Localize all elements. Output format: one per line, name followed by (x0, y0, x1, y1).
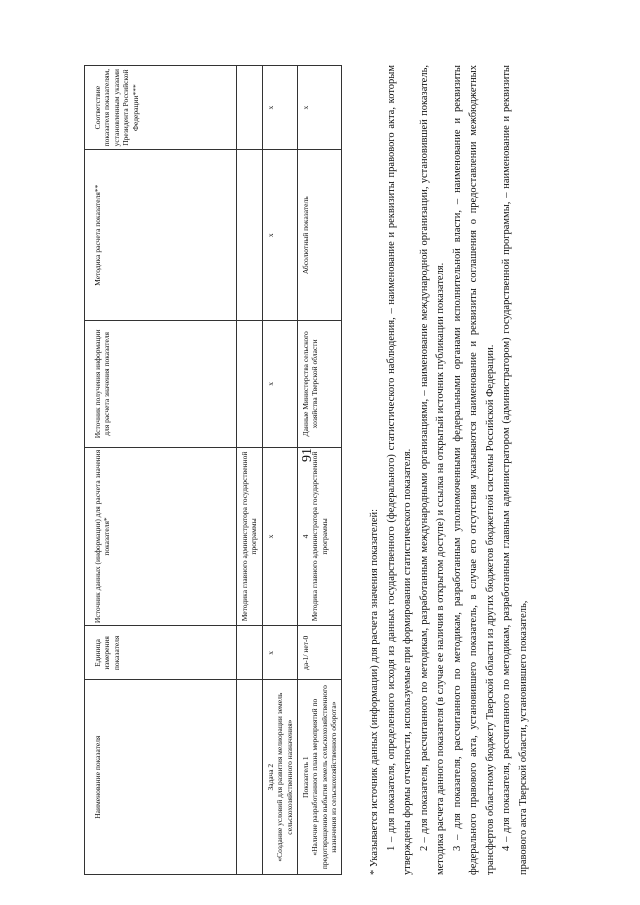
task-source: х (262, 447, 297, 626)
header-data-source: Источник данных (информации) для расчета значения показателя* (85, 447, 237, 626)
task-cell (262, 680, 297, 875)
indicator-origin: Данные Министерства сельского хозяйства Тверской области (297, 321, 342, 447)
task-decree: х (262, 66, 297, 150)
footnote-item: 4 – для показателя, рассчитанного по методикам, разработанным главным администратором (администратором) государственной программы, – наименование и реквизиты правового акта Тверской области, установившего показатель, (501, 65, 529, 875)
header-unit: Единица измерения показателя (85, 626, 237, 680)
footnotes (367, 65, 532, 875)
task-origin: х (262, 321, 297, 447)
task-unit: х (262, 626, 297, 680)
header-indicator-name: Наименование показателя (85, 680, 237, 875)
table-header-row (85, 66, 237, 875)
indicator-title: Показатель 1 (300, 756, 310, 798)
header-decree: Соответствие показателя показателям, установленным указами Президента Российской Федерации*** (85, 66, 237, 150)
indicator-decree: х (297, 66, 342, 150)
indicator-text: «Наличие разработанного плана мероприятий по предотвращению выбытия земель сельскохозяйственного назначения из сельскохозяйственного оборота» (310, 685, 338, 870)
method-cell: Методика главного администратора государственной программы (237, 447, 263, 626)
indicator-table (84, 65, 342, 875)
task-method: х (262, 150, 297, 321)
footnote-item: 1 – для показателя, определенного исходя из данных государственного (федерального) статистического наблюдения, – наименование и реквизиты правового акта, которым утверждены формы отчетности, используемые при формировании статистического показателя. (385, 65, 413, 875)
task-text: «Создание условий для развития мелиорации земель сельскохозяйственного назначения» (275, 692, 294, 862)
page-number: 91 (300, 448, 315, 462)
table-row (237, 66, 263, 875)
rotated-page-content (84, 65, 594, 875)
footnote-item: 3 – для показателя, рассчитанного по методикам, разработанным уполномоченными федеральными органами исполнительной власти, – наименование и реквизиты федерального правового акта, установившего показатель, в случае его отсутствия указываются наименование и реквизиты соглашения о предоставлении межбюджетных трансфертов областному бюджету Тверской области из других бюджетов бюджетной системы Российской Федерации. (451, 65, 496, 875)
indicator-source-num: 4 (300, 534, 310, 539)
indicator-source-cell (297, 447, 342, 626)
footnote-intro: * Указывается источник данных (информации) для расчета значения показателей: (369, 508, 380, 875)
table-row-task (262, 66, 297, 875)
header-method: Методика расчета показателя** (85, 150, 237, 321)
indicator-source-text: Методика главного администратора государственной программы (310, 451, 329, 622)
indicator-cell (297, 680, 342, 875)
header-info-origin: Источник получения информации для расчета значения показателя (85, 321, 237, 447)
footnote-item: 2 – для показателя, рассчитанного по методикам, разработанным международными организациями, – наименование международной организации, установившей показатель, методика расчета данного показателя (в случае ее наличия в открытом доступе) и ссылка на открытый источник публикации показателя. (418, 65, 446, 875)
table-row-indicator (297, 66, 342, 875)
indicator-method: Абсолютный показатель (297, 150, 342, 321)
indicator-unit: да-1/ нет-0 (297, 626, 342, 680)
task-title: Задача 2 (265, 763, 275, 791)
